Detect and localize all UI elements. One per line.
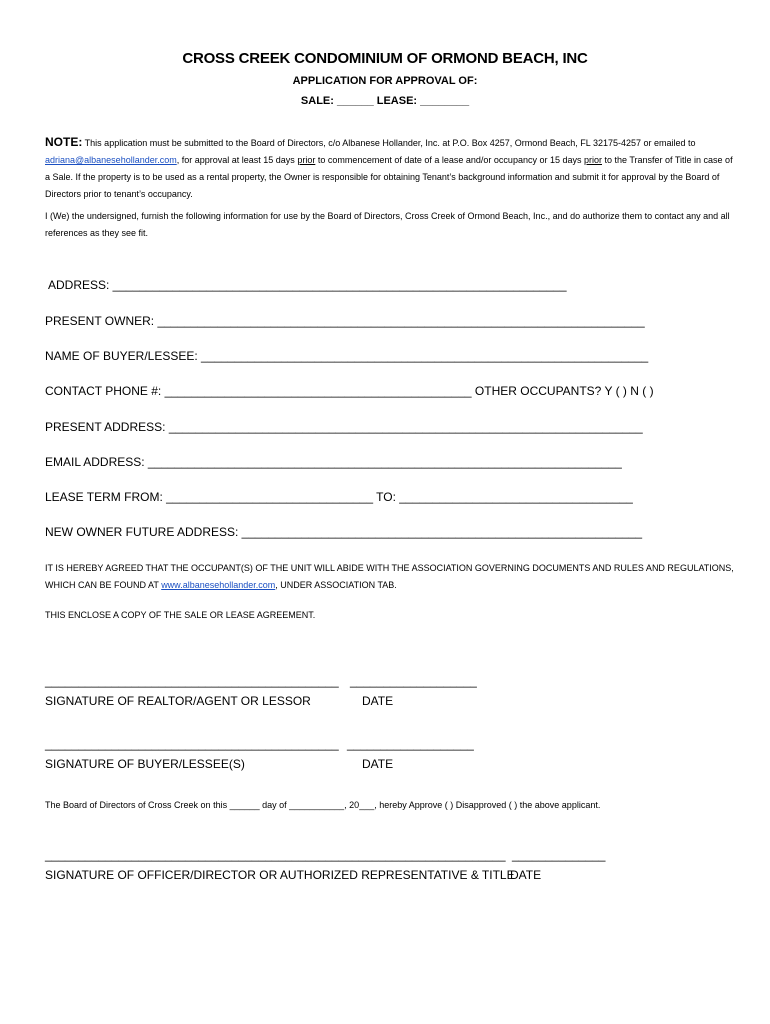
buyer-signature-line[interactable]: ____________________________________________ — [45, 737, 339, 751]
officer-date-line[interactable]: ______________ — [512, 848, 606, 862]
realtor-date-line[interactable]: ___________________ — [350, 674, 477, 688]
document-title: CROSS CREEK CONDOMINIUM OF ORMOND BEACH, INC — [182, 50, 588, 67]
realtor-signature-line[interactable]: ____________________________________________ — [45, 674, 339, 688]
address-field[interactable]: ADDRESS: ____________________________________________________________________ — [48, 278, 567, 292]
present-owner-field[interactable]: PRESENT OWNER: _________________________________________________________________________ — [45, 314, 645, 328]
realtor-date-label: DATE — [362, 694, 394, 708]
future-address-field[interactable]: NEW OWNER FUTURE ADDRESS: ____________________________________________________________ — [45, 525, 643, 539]
buyer-date-label: DATE — [362, 757, 394, 771]
note-text-2: , for approval at least 15 days — [176, 155, 298, 165]
enclose-statement: THIS ENCLOSE A COPY OF THE SALE OR LEASE AGREEMENT. — [45, 610, 316, 620]
sale-lease-line[interactable]: SALE: ______ LEASE: ________ — [300, 95, 470, 107]
officer-signature-line[interactable]: _____________________________________________________________________ — [45, 848, 506, 862]
contact-phone-field[interactable]: CONTACT PHONE #: ______________________________________________ OTHER OCCUPANTS? Y ( ) N ( ) — [45, 384, 654, 398]
officer-date-label: DATE — [510, 868, 542, 882]
agreement-paragraph — [45, 560, 735, 594]
website-link[interactable]: www.albanesehollander.com — [161, 580, 276, 590]
note-text-3: to commencement of date of a lease and/or occupancy or 15 days — [315, 155, 584, 165]
note-prior-2: prior — [583, 155, 602, 165]
email-address-field[interactable]: EMAIL ADDRESS: _______________________________________________________________________ — [45, 455, 622, 469]
agreement-text-1: IT IS HEREBY AGREED THAT THE OCCUPANT(S) OF THE UNIT WILL ABIDE WITH THE ASSOCIATION GOVERNING DOCUMENTS AND RULES AND REGULATIONS, WHICH CAN BE FOUND AT — [45, 563, 734, 590]
note-text-4: to the Transfer of Title in case of a Sale. If the property is to be used as a rental property, the Owner is responsible for obtaining Tenant’s background information and submit it for approval by the Board of Directors prior to tenant’s occupancy. — [45, 155, 733, 199]
present-address-field[interactable]: PRESENT ADDRESS: _______________________________________________________________________ — [45, 420, 643, 434]
note-text-1: This application must be submitted to the Board of Directors, c/o Albanese Hollander, Inc. at P.O. Box 4257, Ormond Beach, FL 32175-4257 or emailed to — [82, 138, 696, 148]
email-link[interactable]: adriana@albanesehollander.com — [45, 155, 177, 165]
officer-signature-label: SIGNATURE OF OFFICER/DIRECTOR OR AUTHORIZED REPRESENTATIVE & TITLE — [45, 868, 515, 882]
agreement-text-2: , UNDER ASSOCIATION TAB. — [275, 580, 397, 590]
realtor-signature-label: SIGNATURE OF REALTOR/AGENT OR LESSOR — [45, 694, 311, 708]
intro-paragraph: I (We) the undersigned, furnish the following information for use by the Board of Directors, Cross Creek of Ormond Beach, Inc., and do authorize them to contact any and all references as they see fit. — [45, 211, 730, 238]
lease-term-field[interactable]: LEASE TERM FROM: _______________________________ TO: ___________________________________ — [45, 490, 633, 504]
board-statement: The Board of Directors of Cross Creek on this ______ day of ___________, 20___, hereby Approve ( ) Disapproved ( ) the above applicant. — [45, 800, 601, 810]
buyer-signature-label: SIGNATURE OF BUYER/LESSEE(S) — [45, 757, 245, 771]
application-subtitle: APPLICATION FOR APPROVAL OF: — [292, 75, 478, 87]
note-label: NOTE: — [45, 135, 83, 149]
buyer-lessee-field[interactable]: NAME OF BUYER/LESSEE: ___________________________________________________________________ — [45, 349, 649, 363]
note-prior-1: prior — [297, 155, 316, 165]
buyer-date-line[interactable]: ___________________ — [347, 737, 474, 751]
note-paragraph — [45, 134, 735, 203]
